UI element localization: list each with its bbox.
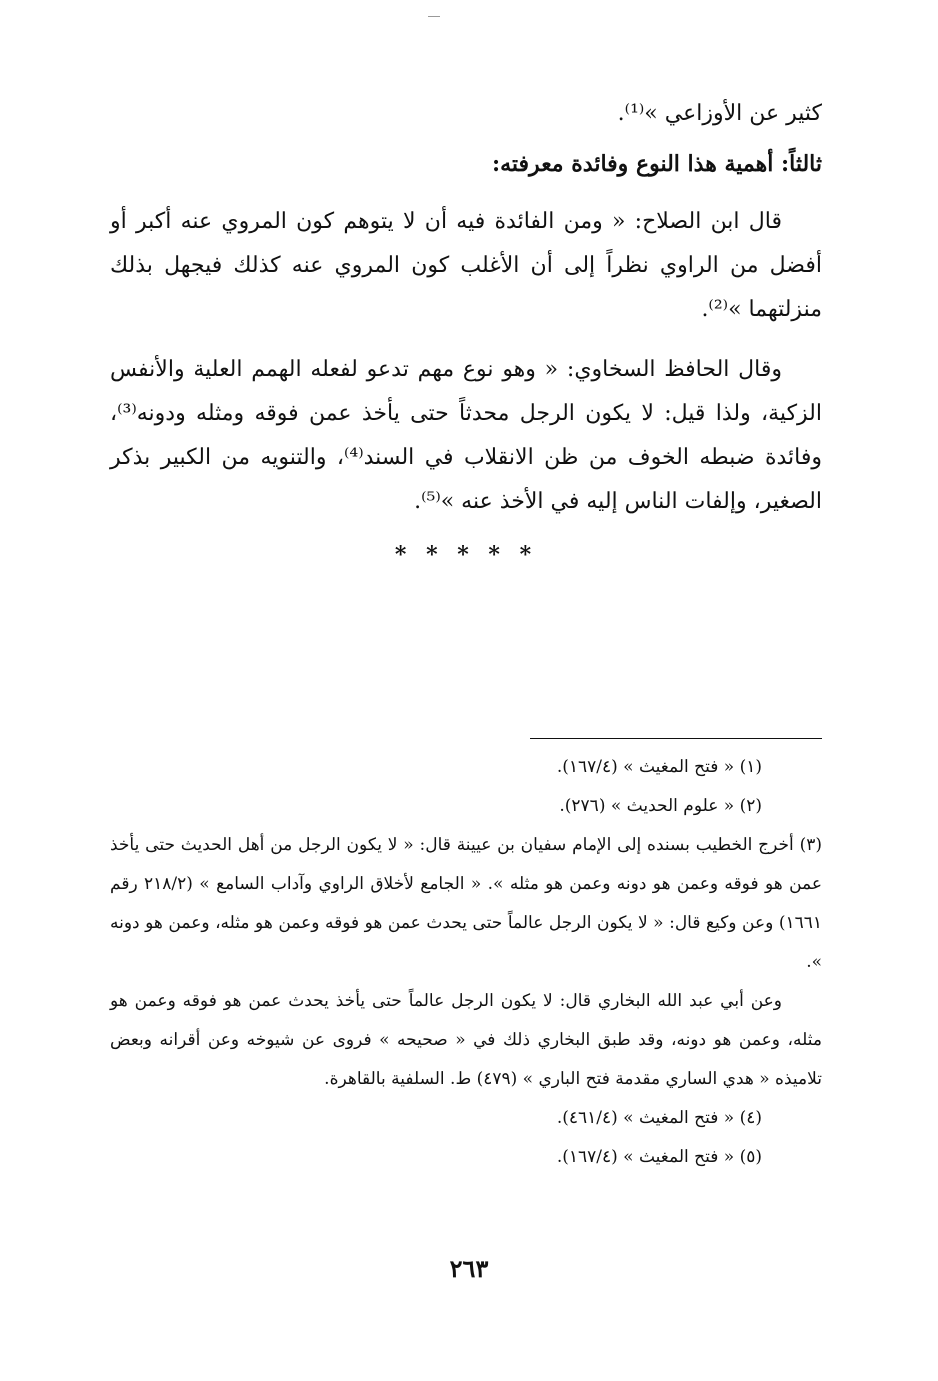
- footnote-3-continuation: وعن أبي عبد الله البخاري قال: لا يكون الرجل عالماً حتى يأخذ يحدث عمن هو فوقه وعمن هو مثله، وعمن هو دونه، وقد طبق البخاري ذلك في « صحيحه » فروى عن شيوخه وعن أقرانه وبعض تلاميذه « هدي الساري مقدمة فتح الباري » (٤٧٩) ط. السلفية بالقاهرة.: [110, 991, 822, 1089]
- footnote-3: (٣) أخرج الخطيب بسنده إلى الإمام سفيان بن عيينة قال: « لا يكون الرجل من أهل الحديث حتى يأخذ عمن هو فوقه وعمن هو دونه وعمن هو مثله ». « الجامع لأخلاق الراوي وآداب السامع » (٢١٨/٢ رقم ١٦٦١) وعن وكيع قال: « لا يكون الرجل عالماً حتى يحدث عمن هو فوقه وعمن هو مثله، وعمن هو دونه ».: [110, 835, 822, 972]
- opening-line: كثير عن الأوزاعي »⁽¹⁾.: [617, 101, 822, 126]
- paragraph-sakhawi: وقال الحافظ السخاوي: « وهو نوع مهم تدعو لفعله الهمم العلية والأنفس الزكية، ولذا قيل: لا يكون الرجل محدثاً حتى يأخذ عمن فوقه ومثله ودونه⁽³⁾، وفائدة ضبطه الخوف من ظن الانقلاب في السند⁽⁴⁾، والتنويه من الكبير بذكر الصغير، وإلفات الناس إليه في الأخذ عنه »⁽⁵⁾.: [110, 357, 823, 514]
- footnote-4: (٤) « فتح المغيث » (٤٦١/٤).: [556, 1108, 762, 1128]
- footnote-1: (١) « فتح المغيث » (١٦٧/٤).: [556, 757, 762, 777]
- paragraph-ibn-salah: قال ابن الصلاح: « ومن الفائدة فيه أن لا يتوهم كون المروي عنه أكبر أو أفضل من الراوي نظراً إلى أن الأغلب كون المروي عنه كذلك فيجهل بذلك منزلتهما »⁽²⁾.: [110, 209, 822, 322]
- footnote-5: (٥) « فتح المغيث » (١٦٧/٤).: [556, 1147, 762, 1167]
- footnote-divider: [530, 738, 822, 739]
- section-separator: * * * * *: [394, 542, 538, 568]
- main-text: [110, 92, 822, 628]
- footnotes: [110, 748, 822, 1177]
- page-number: ٢٦٣: [449, 1254, 489, 1283]
- footnote-2: (٢) « علوم الحديث » (٢٧٦).: [559, 796, 762, 816]
- scan-speck: [428, 16, 440, 17]
- section-heading: ثالثاً: أهمية هذا النوع وفائدة معرفته:: [491, 151, 822, 177]
